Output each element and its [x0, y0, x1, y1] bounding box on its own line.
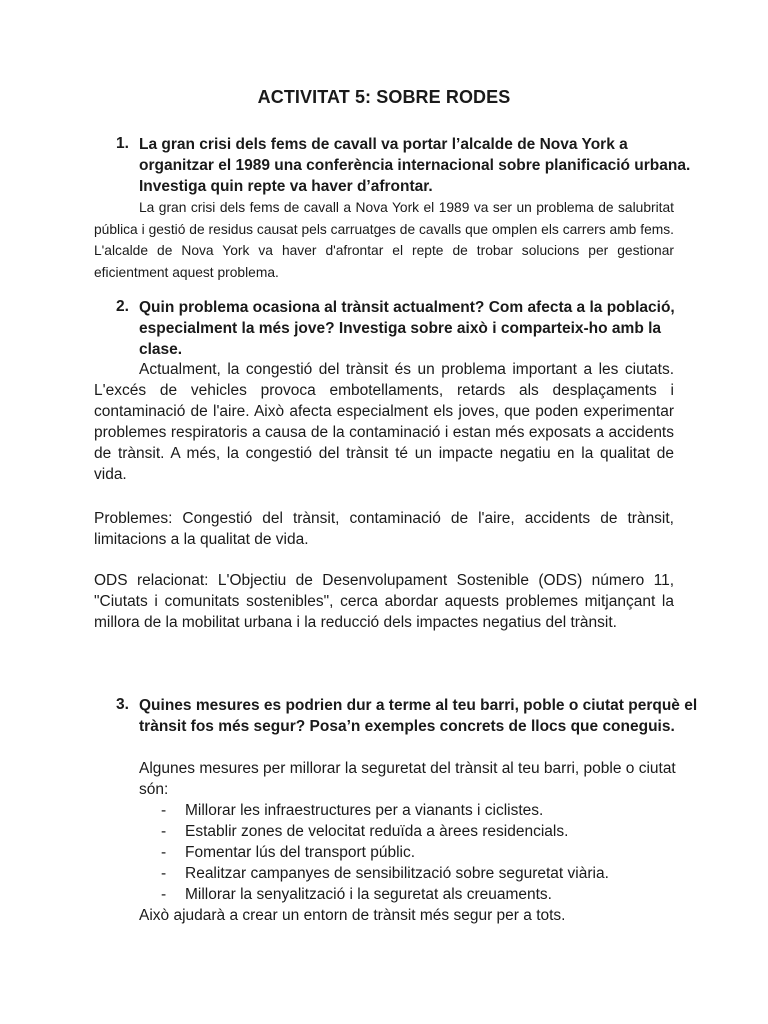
- measure-text: Establir zones de velocitat reduïda a àrees residencials.: [185, 823, 569, 840]
- measures-list: [161, 800, 609, 905]
- list-item: - Millorar la senyalització i la seguretat als creuaments.: [161, 886, 552, 903]
- measure-text: Millorar la senyalització i la seguretat als creuaments.: [185, 886, 552, 903]
- question-2-number: 2.: [116, 298, 129, 315]
- document-title: ACTIVITAT 5: SOBRE RODES: [257, 87, 511, 107]
- measure-text: Millorar les infraestructures per a vianants i ciclistes.: [185, 802, 544, 819]
- list-item: - Establir zones de velocitat reduïda a àrees residencials.: [161, 823, 569, 840]
- answer-3-closing: Això ajudarà a crear un entorn de trànsit més segur per a tots.: [139, 907, 566, 924]
- question-1-text: La gran crisi dels fems de cavall va portar l’alcalde de Nova York a organitzar el 1989 una conferència internacional sobre planificació urbana. Investiga quin repte va haver d’afrontar.: [139, 136, 691, 195]
- measure-text: Realitzar campanyes de sensibilització sobre seguretat viària.: [185, 865, 609, 882]
- answer-1-text: La gran crisi dels fems de cavall a Nova York el 1989 va ser un problema de salubritat pública i gestió de residus causat pels carruatges de cavalls que omplen els carrers amb fems. L'alcalde de Nova York va haver d'afrontar el repte de trobar solucions per gestionar eficientment aquest problema.: [94, 200, 674, 280]
- answer-2-text: Actualment, la congestió del trànsit és un problema important a les ciutats. L'excés de vehicles provoca embotellaments, retards als desplaçaments i contaminació de l'aire. Això afecta especialment els joves, que poden experimentar problemes respiratoris a causa de la contaminació i estan més exposats a accidents de trànsit. A més, la congestió del trànsit té un impacte negatiu en la qualitat de vida.: [94, 361, 674, 483]
- answer-2-problems: Problemes: Congestió del trànsit, contaminació de l'aire, accidents de trànsit, limitacions a la qualitat de vida.: [94, 510, 674, 548]
- list-item: - Millorar les infraestructures per a vianants i ciclistes.: [161, 802, 544, 819]
- question-1-number: 1.: [116, 135, 129, 152]
- question-3-text: Quines mesures es podrien dur a terme al teu barri, poble o ciutat perquè el trànsit fos més segur? Posa’n exemples concrets de llocs que coneguis.: [139, 697, 698, 735]
- question-2-text: Quin problema ocasiona al trànsit actualment? Com afecta a la població, especialment la més jove? Investiga sobre això i comparteix-ho amb la clase.: [139, 299, 675, 358]
- list-item: - Realitzar campanyes de sensibilització sobre seguretat viària.: [161, 865, 609, 882]
- question-3-number: 3.: [116, 696, 129, 713]
- answer-3-intro: Algunes mesures per millorar la seguretat del trànsit al teu barri, poble o ciutat són:: [139, 760, 676, 798]
- list-item: - Fomentar lús del transport públic.: [161, 844, 416, 861]
- answer-2-ods: ODS relacionat: L'Objectiu de Desenvolupament Sostenible (ODS) número 11, "Ciutats i comunitats sostenibles", cerca abordar aquests problemes mitjançant la millora de la mobilitat urbana i la reducció dels impactes negatius del trànsit.: [94, 572, 674, 631]
- measure-text: Fomentar lús del transport públic.: [185, 844, 416, 861]
